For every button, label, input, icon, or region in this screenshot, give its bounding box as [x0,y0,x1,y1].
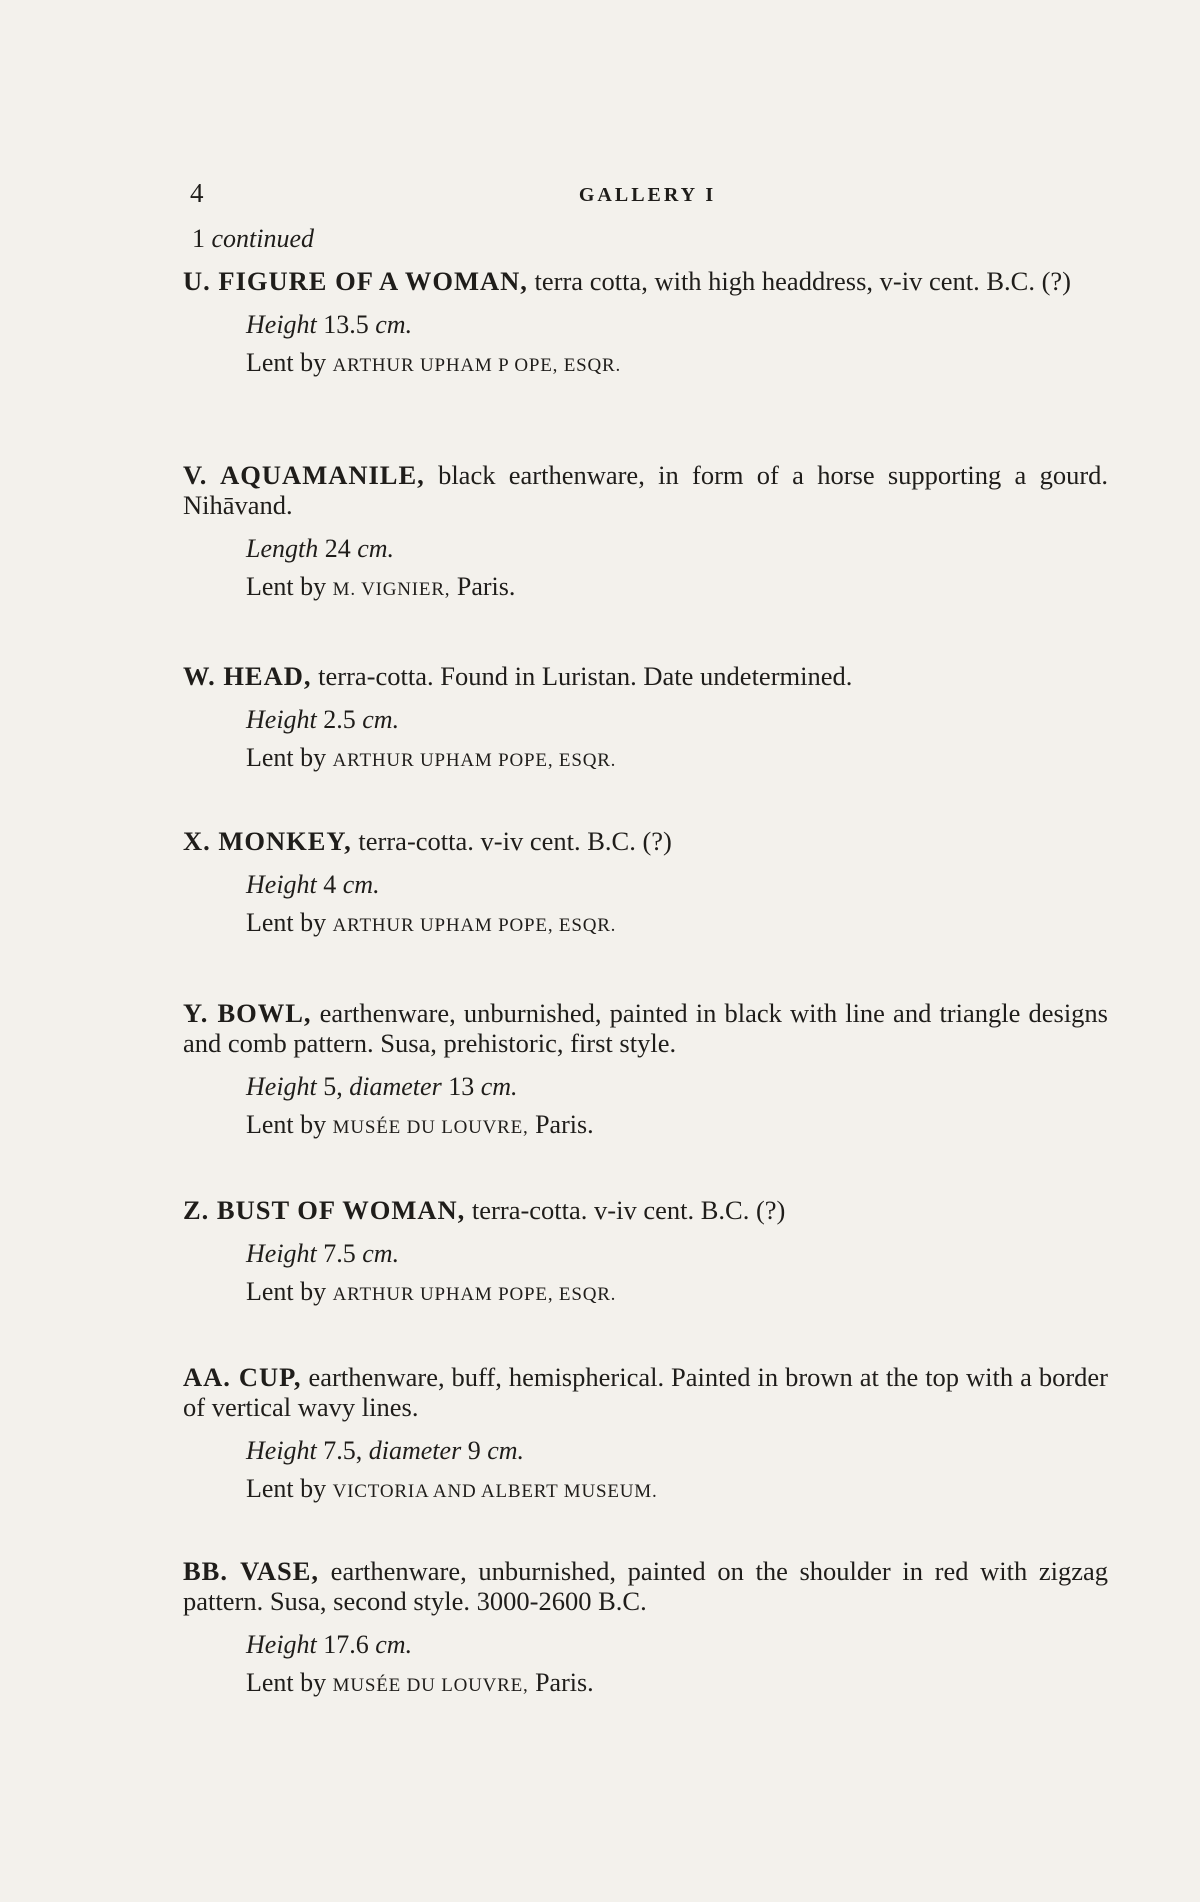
lender-prefix: Lent by [246,1474,333,1503]
lender-prefix: Lent by [246,1277,333,1306]
measure-value: 2.5 [316,705,363,734]
entry-title: U. FIGURE OF A WOMAN, [183,266,528,296]
measure2-label: diameter [368,1436,462,1465]
entry-desc: terra-cotta. v-iv cent. B.C. (?) [351,826,672,856]
running-head: GALLERY I [578,184,717,206]
measure-value: 4 [316,870,343,899]
lender-name: MUSÉE DU LOUVRE, [332,1117,529,1138]
catalog-entry-v [183,460,1108,609]
measure-unit: cm. [342,870,380,899]
lender-prefix: Lent by [246,348,333,377]
measure-unit: cm. [362,705,400,734]
measure-unit: cm. [362,1239,400,1268]
entry-title: AA. CUP, [183,1362,302,1392]
lender-name: MUSÉE DU LOUVRE, [332,1675,529,1696]
measure-value: 7.5 [316,1239,363,1268]
catalog-entry-bb [183,1556,1108,1705]
entry-details [246,306,1108,385]
measure-label: Height [246,870,317,899]
measure-label: Height [246,1239,317,1268]
measure-label: Height [246,310,317,339]
lender-name: VICTORIA AND ALBERT MUSEUM. [332,1481,658,1502]
entry-measure [246,1626,1108,1664]
entry-measure [246,866,1108,904]
measure-unit: cm. [357,534,395,563]
entry-details [246,1068,1108,1147]
lender-prefix: Lent by [246,743,333,772]
measure-label: Height [246,1630,317,1659]
entry-details [246,530,1108,609]
lender-name: ARTHUR UPHAM P OPE, ESQR. [332,355,622,376]
entry-lender [246,904,1108,945]
measure-value: 5, [316,1072,350,1101]
entry-title: V. AQUAMANILE, [183,460,425,490]
entry-lender [246,1664,1108,1705]
lender-suffix: Paris. [528,1668,594,1697]
entry-title: Z. BUST OF WOMAN, [183,1195,466,1225]
measure-label: Length [246,534,319,563]
entry-measure [246,306,1108,344]
lender-name: ARTHUR UPHAM POPE, ESQR. [332,750,617,771]
continued-label [192,224,314,254]
measure-unit: cm. [375,310,413,339]
entry-title: X. MONKEY, [183,826,352,856]
measure-label: Height [246,1072,317,1101]
entry-description [183,460,1108,520]
entry-lender [246,1470,1108,1511]
entry-details [246,1235,1108,1314]
entry-details [246,701,1108,780]
entry-measure [246,1068,1108,1106]
measure2-unit: cm. [480,1072,518,1101]
lender-prefix: Lent by [246,1668,333,1697]
entry-lender [246,1273,1108,1314]
entry-title: BB. VASE, [183,1556,320,1586]
measure2-unit: cm. [487,1436,525,1465]
lender-prefix: Lent by [246,572,333,601]
measure-label: Height [246,1436,317,1465]
lender-name: M. VIGNIER, [332,579,451,600]
measure2-value: 9 [461,1436,488,1465]
page-number: 4 [190,178,204,208]
entry-description [183,661,1108,691]
lender-suffix: Paris. [528,1110,594,1139]
entry-desc: terra cotta, with high headdress, v-iv cent. B.C. (?) [527,266,1071,296]
entry-desc: earthenware, unburnished, painted on the shoulder in red with zigzag pattern. Susa, second style. 3000-2600 B.C. [183,1556,1108,1616]
entry-title: W. HEAD, [183,661,312,691]
entry-details [246,1432,1108,1511]
entry-details [246,866,1108,945]
catalog-entry-w [183,661,1108,780]
measure-value: 7.5, [316,1436,369,1465]
catalog-entry-z [183,1195,1108,1314]
lender-prefix: Lent by [246,1110,333,1139]
measure-value: 24 [318,534,358,563]
measure-value: 17.6 [316,1630,376,1659]
lender-name: ARTHUR UPHAM POPE, ESQR. [332,1284,617,1305]
entry-description [183,1195,1108,1225]
entry-description [183,998,1108,1058]
entry-description [183,826,1108,856]
catalog-entry-aa [183,1362,1108,1511]
lender-prefix: Lent by [246,908,333,937]
entry-measure [246,530,1108,568]
measure-value: 13.5 [316,310,376,339]
entry-measure [246,701,1108,739]
entry-desc: terra-cotta. v-iv cent. B.C. (?) [465,1195,786,1225]
measure-label: Height [246,705,317,734]
measure2-value: 13 [441,1072,481,1101]
entry-title: Y. BOWL, [183,998,312,1028]
lender-suffix: Paris. [450,572,516,601]
entry-measure [246,1432,1108,1470]
continued-number: 1 [192,224,205,253]
entry-lender [246,344,1108,385]
entry-details [246,1626,1108,1705]
catalog-entry-y [183,998,1108,1147]
entry-lender [246,739,1108,780]
entry-desc: earthenware, unburnished, painted in black with line and triangle designs and comb pattern. Susa, prehistoric, first style. [183,998,1108,1058]
entry-description [183,1362,1108,1422]
lender-name: ARTHUR UPHAM POPE, ESQR. [332,915,617,936]
continued-text: continued [211,224,315,253]
entry-description [183,1556,1108,1616]
entry-lender [246,568,1108,609]
entry-desc: black earthenware, in form of a horse supporting a gourd. Nihāvand. [183,460,1109,520]
entry-desc: earthenware, buff, hemispherical. Painted in brown at the top with a border of vertical wavy lines. [183,1362,1108,1422]
entry-description [183,266,1108,296]
measure2-label: diameter [349,1072,442,1101]
catalog-entry-x [183,826,1108,945]
entry-desc: terra-cotta. Found in Luristan. Date undetermined. [311,661,853,691]
page-header [190,178,1105,214]
measure-unit: cm. [375,1630,413,1659]
entry-measure [246,1235,1108,1273]
entry-lender [246,1106,1108,1147]
catalog-entry-u [183,266,1108,385]
